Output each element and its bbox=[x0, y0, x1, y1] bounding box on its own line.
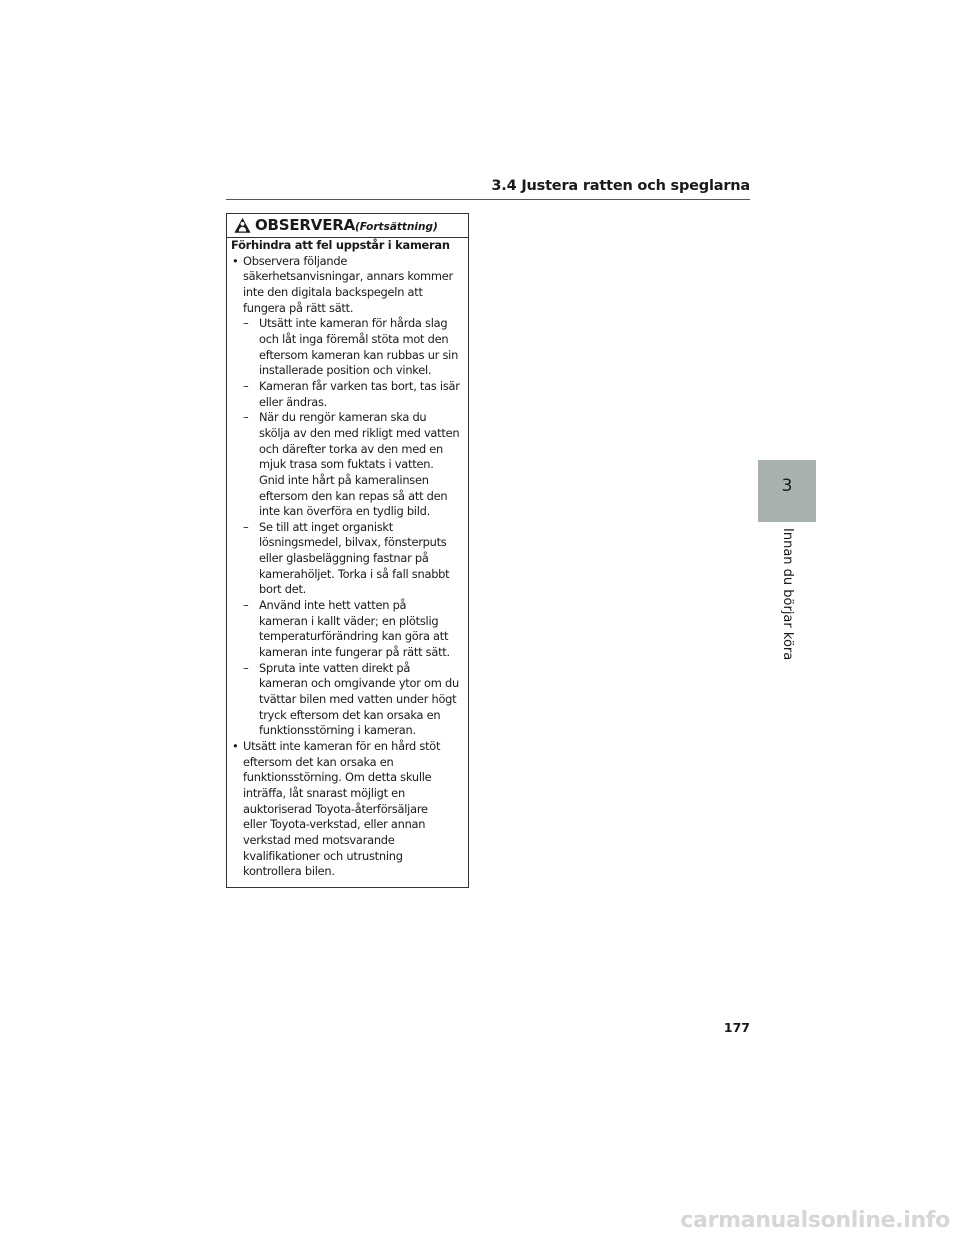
text-line: eller Toyota-verkstad, eller annan bbox=[243, 817, 426, 832]
text-line: installerade position och vinkel. bbox=[259, 363, 432, 378]
text-line: eftersom det kan orsaka en bbox=[243, 754, 394, 769]
dash-item bbox=[231, 661, 467, 739]
text-line: Kameran får varken tas bort, tas isär bbox=[259, 378, 460, 393]
dash-item bbox=[231, 410, 467, 520]
text-line: säkerhetsanvisningar, annars kommer bbox=[243, 269, 453, 284]
dash-item bbox=[231, 379, 467, 410]
text-line: funktionsstörning i kameran. bbox=[259, 723, 416, 738]
bullet-mark: • bbox=[232, 739, 239, 753]
text-line: funktionsstörning. Om detta skulle bbox=[243, 770, 432, 785]
text-line: Se till att inget organiskt bbox=[259, 519, 393, 534]
dash-item bbox=[231, 316, 467, 379]
text-line: Utsätt inte kameran för hårda slag bbox=[259, 316, 448, 331]
text-line: tryck eftersom det kan orsaka en bbox=[259, 707, 441, 722]
text-line: Använd inte hett vatten på bbox=[259, 598, 407, 613]
chapter-side-title bbox=[776, 528, 798, 661]
text-line: mjuk trasa som fuktats i vatten. bbox=[259, 457, 434, 472]
dash-mark: – bbox=[243, 316, 249, 331]
warning-continued: (Fortsättning) bbox=[355, 221, 438, 233]
dash-mark: – bbox=[243, 660, 249, 675]
warning-header bbox=[227, 214, 468, 238]
bullet-mark: • bbox=[232, 253, 239, 268]
text-line: skölja av den med rikligt med vatten bbox=[259, 425, 460, 440]
watermark-text: carmanualsonline.info bbox=[680, 1208, 950, 1233]
text-line: och därefter torka av den med en bbox=[259, 441, 444, 456]
text-line: kameran inte fungerar på rätt sätt. bbox=[259, 645, 450, 660]
chapter-number: 3 bbox=[781, 476, 793, 496]
dash-mark: – bbox=[243, 378, 249, 393]
text-line: Observera följande bbox=[243, 253, 348, 268]
text-line: temperaturförändring kan göra att bbox=[259, 629, 449, 644]
header-divider bbox=[226, 199, 750, 200]
text-line: kameran i kallt väder; en plötslig bbox=[259, 613, 439, 628]
bullet-item bbox=[231, 739, 467, 880]
text-line: kameran och omgivande ytor om du bbox=[259, 676, 459, 691]
text-line: lösningsmedel, bilvax, fönsterputs bbox=[259, 535, 447, 550]
text-line: eftersom den kan repas så att den bbox=[259, 488, 448, 503]
page-number: 177 bbox=[723, 1020, 750, 1035]
text-line: kvalifikationer och utrustning bbox=[243, 848, 403, 863]
text-line: fungera på rätt sätt. bbox=[243, 300, 354, 315]
text-line: bort det. bbox=[259, 582, 307, 597]
text-line: Utsätt inte kameran för en hård stöt bbox=[243, 739, 441, 753]
text-line: kontrollera bilen. bbox=[243, 864, 335, 879]
text-line: och låt inga föremål stöta mot den bbox=[259, 331, 449, 346]
dash-mark: – bbox=[243, 410, 249, 425]
text-line: eller ändras. bbox=[259, 394, 328, 409]
text-line: tvättar bilen med vatten under högt bbox=[259, 692, 457, 707]
section-title: 3.4 Justera ratten och speglarna bbox=[491, 178, 750, 194]
chapter-title: Innan du börjar köra bbox=[780, 528, 795, 661]
text-line: eller glasbeläggning fastnar på bbox=[259, 551, 429, 566]
text-line: inträffa, låt snarast möjligt en bbox=[243, 785, 405, 800]
text-line: inte kan överföra en tydlig bild. bbox=[259, 504, 430, 519]
dash-mark: – bbox=[243, 598, 249, 613]
text-line: kamerahöljet. Torka i så fall snabbt bbox=[259, 566, 450, 581]
warning-box bbox=[226, 213, 469, 888]
text-line: När du rengör kameran ska du bbox=[259, 410, 427, 425]
dash-item bbox=[231, 598, 467, 661]
dash-item bbox=[231, 520, 467, 598]
text-line: eftersom kameran kan rubbas ur sin bbox=[259, 347, 459, 362]
text-line: Gnid inte hårt på kameralinsen bbox=[259, 472, 429, 487]
bullet-item bbox=[231, 254, 467, 317]
warning-body bbox=[231, 238, 467, 880]
warning-subtitle: Förhindra att fel uppstår i kameran bbox=[231, 238, 450, 252]
warning-triangle-icon bbox=[234, 217, 251, 234]
text-line: auktoriserad Toyota-återförsäljare bbox=[243, 801, 428, 816]
warning-title: OBSERVERA bbox=[255, 216, 355, 234]
text-line: inte den digitala backspegeln att bbox=[243, 284, 423, 299]
text-line: verkstad med motsvarande bbox=[243, 832, 395, 847]
dash-mark: – bbox=[243, 519, 249, 534]
text-line: Spruta inte vatten direkt på bbox=[259, 660, 411, 675]
chapter-tab bbox=[758, 460, 816, 522]
